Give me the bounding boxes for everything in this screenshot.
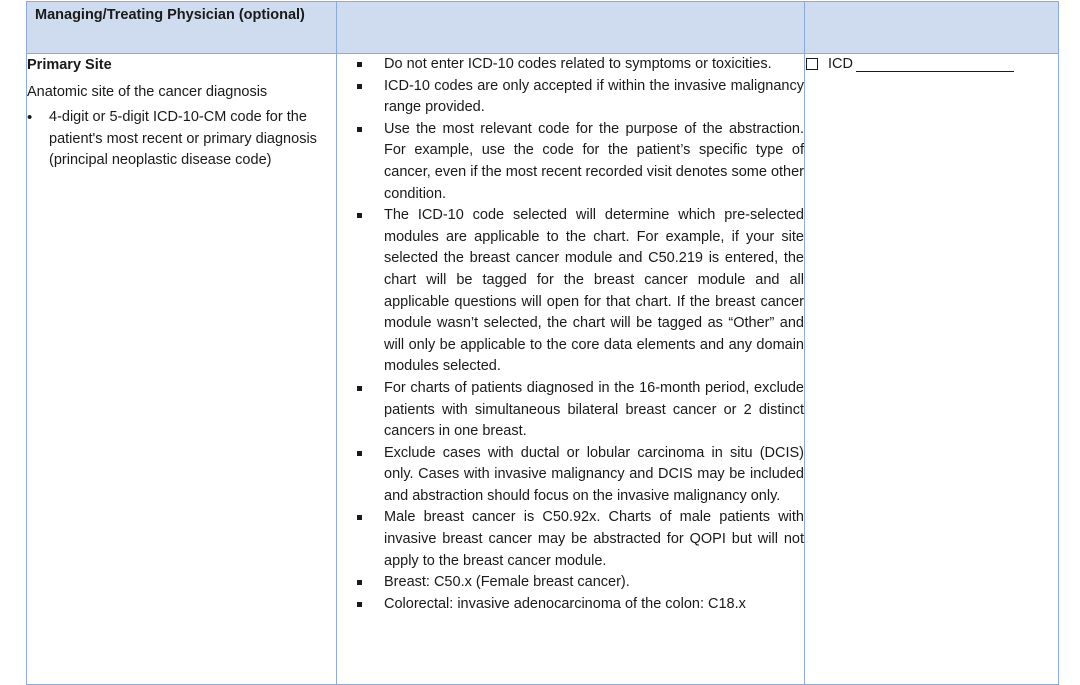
response-cell xyxy=(805,54,1059,685)
header-row xyxy=(27,2,1059,54)
guideline-item: Use the most relevant code for the purpose of the abstraction. For example, use the code for the patient’s specific type of cancer, even if the most recent recorded visit denotes some other condition. xyxy=(337,119,804,205)
guideline-item: Colorectal: invasive adenocarcinoma of the colon: C18.x xyxy=(337,594,804,616)
icd-label: ICD xyxy=(828,56,853,72)
header-cell-response xyxy=(805,2,1059,54)
guideline-item: Do not enter ICD-10 codes related to symptoms or toxicities. xyxy=(337,54,804,76)
guideline-item: Breast: C50.x (Female breast cancer). xyxy=(337,572,804,594)
guideline-item: The ICD-10 code selected will determine which pre-selected modules are applicable to the chart. For example, if your site selected the breast cancer module and C50.219 is entered, the chart will be tagged for the breast cancer module and all applicable questions will open for that chart. If the breast cancer module wasn’t selected, the chart will be tagged as “Other” and will only be applicable to the core data elements and any domain modules selected. xyxy=(337,205,804,378)
header-element-label: Managing/Treating Physician (optional) xyxy=(35,7,305,23)
primary-site-row xyxy=(27,54,1059,685)
header-cell-guidelines xyxy=(337,2,805,54)
field-description: Anatomic site of the cancer diagnosis xyxy=(27,83,268,100)
field-bullet: • 4-digit or 5-digit ICD-10-CM code for the patient's most recent or primary diagnosis (principal neoplastic disease code) xyxy=(27,107,336,172)
header-cell-element xyxy=(27,2,337,54)
field-title: Primary Site xyxy=(27,57,112,73)
icd-field xyxy=(805,54,1058,74)
guidelines-cell xyxy=(337,54,805,685)
abstraction-table xyxy=(26,1,1059,685)
guidelines-list xyxy=(337,54,804,615)
field-bullet-list xyxy=(27,107,336,172)
guideline-item: Exclude cases with ductal or lobular carcinoma in situ (DCIS) only. Cases with invasive malignancy and DCIS may be included and abstraction should focus on the invasive malignancy only. xyxy=(337,443,804,508)
icd-checkbox[interactable] xyxy=(806,58,818,70)
guideline-item: ICD-10 codes are only accepted if within the invasive malignancy range provided. xyxy=(337,76,804,119)
guideline-item: For charts of patients diagnosed in the 16-month period, exclude patients with simultaneous bilateral breast cancer or 2 distinct cancers in one breast. xyxy=(337,378,804,443)
element-cell xyxy=(27,54,337,685)
guideline-item: Male breast cancer is C50.92x. Charts of male patients with invasive breast cancer may be abstracted for QOPI but will not apply to the breast cancer module. xyxy=(337,507,804,572)
icd-input-line[interactable] xyxy=(856,57,1014,72)
